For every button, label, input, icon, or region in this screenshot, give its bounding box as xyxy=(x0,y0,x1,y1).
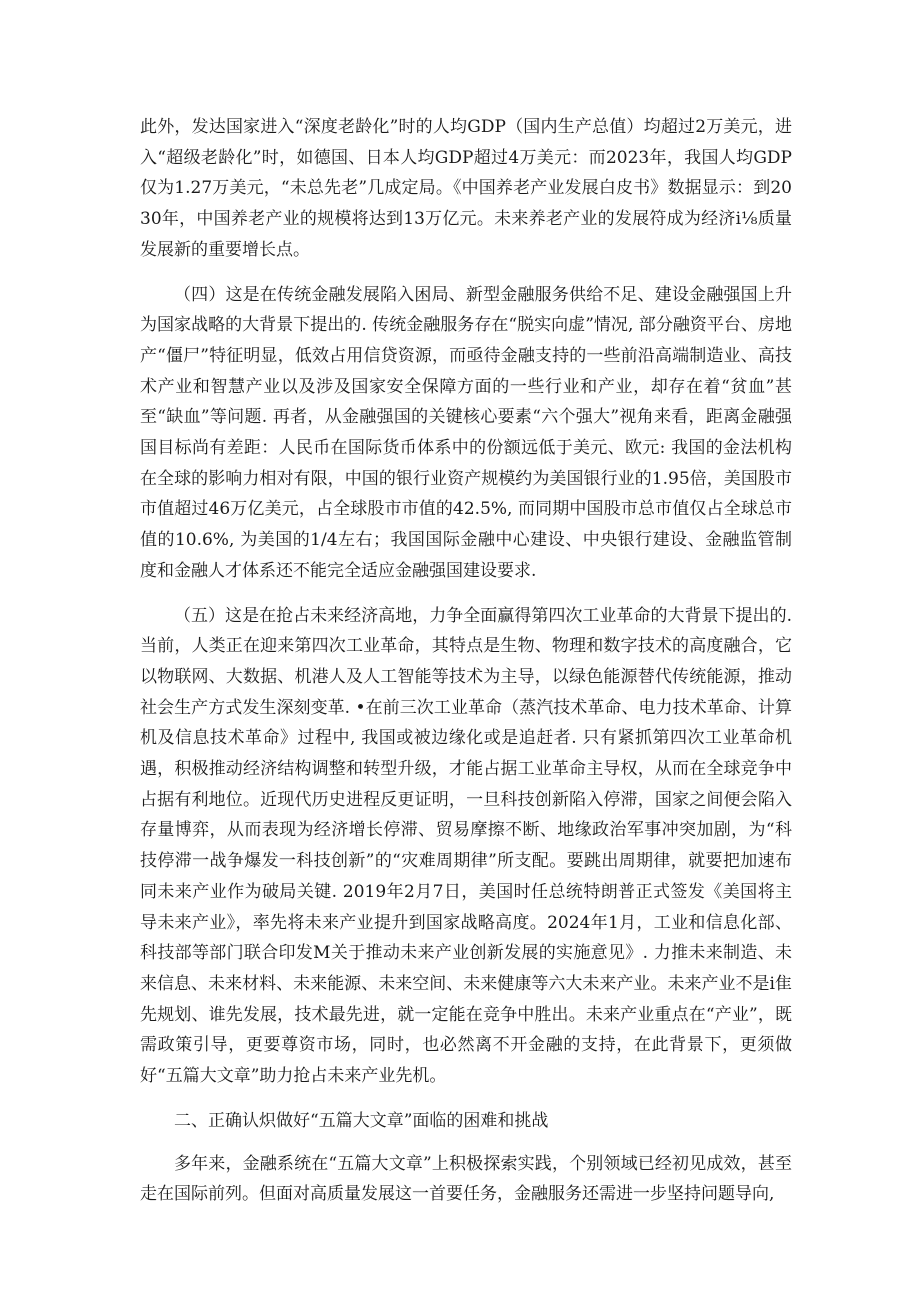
paragraph-section-four: （四）这是在传统金融发展陷入困局、新型金融服务供给不足、建设金融强国上升为国家战略的大背景下提出的. 传统金融服务存在“脱实向虚”情况, 部分融资平台、房地产“僵尸”特征明显，低效占用信贷资源，而亟待金融支持的一些前沿高端制造业、高技术产业和智慧产业以及涉及国家安全保障方面的一些行业和产业，却存在着“贫血”甚至“缺血”等问题. 再者，从金融强国的关键核心要素“六个强大”视角来看，距离金融强国目标尚有差距：人民币在国际货币体系中的份额远低于美元、欧元: 我国的金法机构在全球的影响力相对有限，中国的银行业资产规模约为美国银行业的1.95倍，美国股市市值超过46万亿美元，占全球股市市值的42.5%, 而同期中国股市总市值仅占全球总市值的10.6%, 为美国的1/4左右；我国国际金融中心建设、中央银行建设、金融监管制度和金融人才体系还不能完全适应金融强国建设要求. xyxy=(140,284,792,581)
paragraph-section-five: （五）这是在抢占未来经济高地，力争全面赢得第四次工业革命的大背景下提出的. 当前，人类正在迎来第四次工业革命，其特点是生物、物理和数字技术的高度融合，它以物联网、大数据、机港人及人工智能等技术为主导，以绿色能源替代传统能源，推动社会生产方式发生深刻变革. •在前三次工业革命（蒸汽技术革命、电力技术革命、计算机及信息技术革命》过程中, 我国或被边缘化或是追赶者. 只有紧抓第四次工业革命机遇，积极推动经济结构调整和转型升级，才能占据工业革命主导权，从而在全球竞争中占据有利地位。近现代历史进程反更证明，一旦科技创新陷入停滞，国家之间便会陷入存量博弈，从而表现为经济增长停滞、贸易摩擦不断、地缘政治军事冲突加剧，为“科技停滞一战争爆发一科技创新”的“灾难周期律”所支配。要跳出周期律，就要把加速布同未来产业作为破局关键. 2019年2月7日，美国时任总统特朗普正式签发《美国将主导未来产业》，率先将未来产业提升到国家战略高度。2024年1月，工业和信息化部、科技部等部门联合印发M关于推动未来产业创新发展的实施意见》. 力推未来制造、未来信息、未来材料、未来能源、未来空间、未来健康等六大未来产业。未来产业不是i隹先规划、谁先发展，技术最先进，就一定能在竞争中胜出。未来产业重点在“产业”，既需政策引导，更要尊资市场，同时，也必然离不开金融的支持，在此背景下，更须做好“五篇大文章”助力抢占未来产业先机。 xyxy=(140,605,792,1087)
paragraph-aging-gdp: 此外，发达国家进入“深度老龄化”时的人均GDP（国内生产总值）均超过2万美元，进入“超级老龄化”时，如德国、日本人均GDP超过4万美元：而2023年，我国人均GDP仅为1.27万美元，“未总先老”几成定局。《中国养老产业发展白皮书》数据显示：到2030年，中国养老产业的规模将达到13万亿元。未来养老产业的发展符成为经济i⅛质量发展新的重要增长点。 xyxy=(140,117,792,260)
paragraph-challenges: 多年来，金融系统在“五篇大文章”上积极探索实践，个别领域已经初见成效，甚至走在国际前列。但面对高质量发展这一首要任务，金融服务还需进一步坚持问题导向, xyxy=(140,1153,792,1205)
document-page xyxy=(140,112,792,1224)
section-heading-two: 二、正确认炽做好“五篇大文章”面临的困难和挑战 xyxy=(174,1110,549,1131)
